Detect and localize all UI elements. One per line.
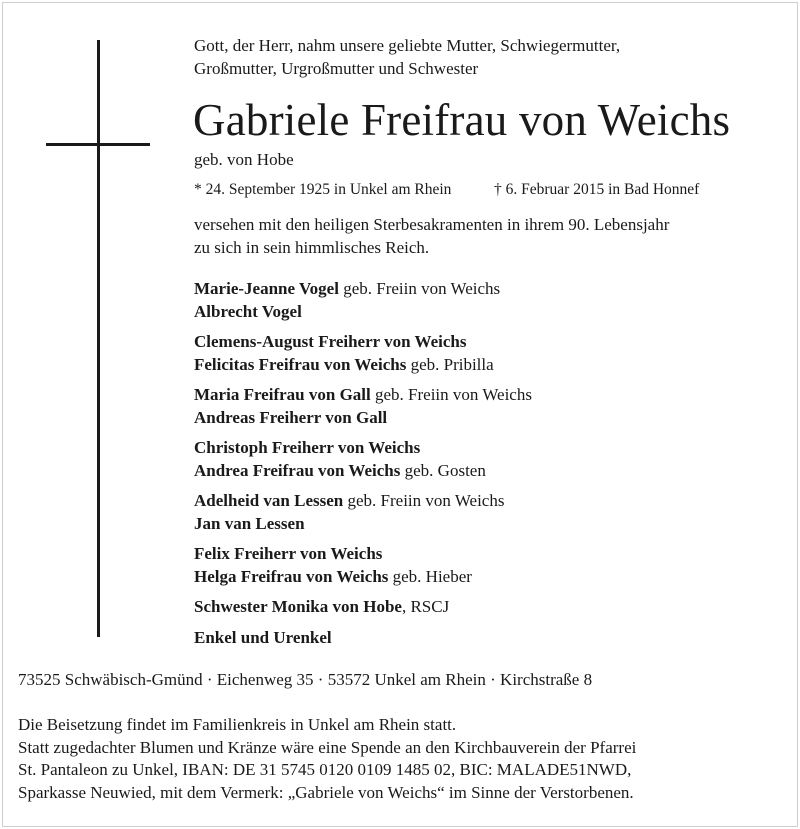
mourner-name: Felix Freiherr von Weichs [194,544,383,563]
mourner-line [194,460,774,483]
mourner-suffix: geb. Freiin von Weichs [338,279,501,298]
mourner-suffix: geb. Freiin von Weichs [370,385,532,404]
mourner-suffix: geb. Freiin von Weichs [343,491,505,510]
mourner-line [194,490,774,513]
mourner-suffix: geb. Gosten [400,460,486,480]
mourner-name: Jan van Lessen [194,513,305,533]
mourner-group [194,331,774,376]
notice-line: Die Beisetzung findet im Familienkreis in Unkel am Rhein statt. [18,715,457,734]
mourner-suffix: , RSCJ [401,597,450,616]
mourner-name: Andreas Freiherr von Gall [194,407,388,427]
mourner-name: Enkel und Urenkel [194,627,332,647]
mourner-name: Adelheid van Lessen [194,491,344,510]
mourners-list [194,278,774,657]
mourner-group [194,278,774,323]
mourner-name: Marie-Jeanne Vogel [194,279,339,298]
cross-horizontal-bar [46,143,150,146]
sacrament-line: versehen mit den heiligen Sterbesakramenten in ihrem 90. Lebensjahr [194,215,670,234]
mourner-line [194,301,774,324]
mourner-line [194,384,774,407]
mourner-name: Schwester Monika von Hobe [194,597,402,616]
death-date: † 6. Februar 2015 in Bad Honnef [494,181,700,198]
mourner-line [194,627,774,650]
mourner-line [194,331,774,354]
born-name: geb. von Hobe [194,150,294,169]
sacrament-text [194,213,774,259]
notice-line: St. Pantaleon zu Unkel, IBAN: DE 31 5745 0120 0109 1485 02, BIC: MALADE51NWD, [18,760,632,779]
intro-text [194,34,774,80]
family-address: 73525 Schwäbisch-Gmünd · Eichenweg 35 · 53572 Unkel am Rhein · Kirchstraße 8 [18,670,593,689]
mourner-group [194,490,774,535]
mourner-line [194,437,774,460]
sacrament-line: zu sich in sein himmlisches Reich. [194,238,430,257]
mourner-line [194,566,774,589]
funeral-notice [18,714,788,804]
notice-line: Statt zugedachter Blumen und Kränze wäre eine Spende an den Kirchbauverein der Pfarrei [18,737,637,757]
mourner-group [194,384,774,429]
mourner-name: Helga Freifrau von Weichs [194,566,389,586]
cross-vertical-bar [97,40,100,637]
mourner-line [194,354,774,377]
notice-line: Sparkasse Neuwied, mit dem Vermerk: „Gabriele von Weichs“ im Sinne der Verstorbenen. [18,782,634,802]
mourner-group [194,437,774,482]
intro-line: Gott, der Herr, nahm unsere geliebte Mutter, Schwiegermutter, [194,36,621,55]
mourner-line [194,278,774,301]
birth-date: * 24. September 1925 in Unkel am Rhein [194,181,452,198]
mourner-name: Albrecht Vogel [194,301,302,321]
mourner-name: Maria Freifrau von Gall [194,385,371,404]
intro-line: Großmutter, Urgroßmutter und Schwester [194,59,479,78]
mourner-line [194,543,774,566]
mourner-line [194,407,774,430]
mourner-group [194,543,774,588]
mourner-suffix: geb. Hieber [388,566,472,586]
mourner-name: Clemens-August Freiherr von Weichs [194,332,467,351]
mourner-name: Andrea Freifrau von Weichs [194,460,401,480]
mourner-name: Felicitas Freifrau von Weichs [194,354,407,374]
mourner-suffix: geb. Pribilla [406,354,494,374]
deceased-name: Gabriele Freifrau von Weichs [193,95,731,145]
mourner-name: Christoph Freiherr von Weichs [194,438,421,457]
mourner-group [194,596,774,619]
mourner-line [194,596,774,619]
mourner-group [194,627,774,650]
mourner-line [194,513,774,536]
